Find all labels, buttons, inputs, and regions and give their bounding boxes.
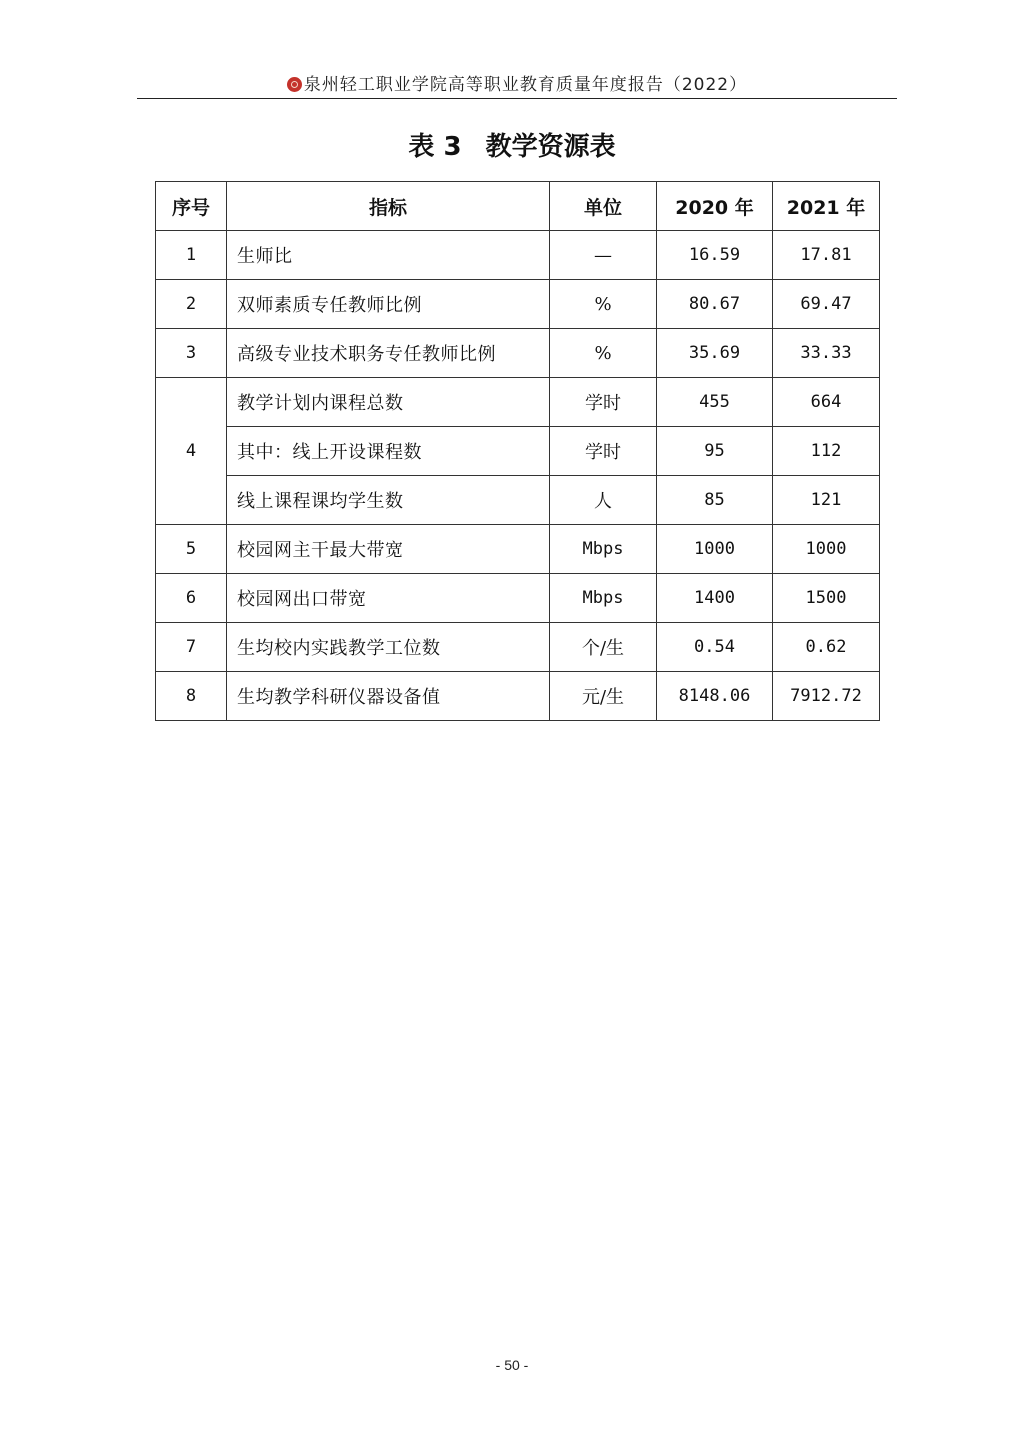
header-unit: 单位 xyxy=(550,182,657,231)
row-2021-value: 664 xyxy=(773,378,880,427)
school-logo-icon xyxy=(287,77,302,92)
row-2021-value: 1500 xyxy=(773,574,880,623)
table-title-number: 表 3 xyxy=(408,132,462,162)
row-2021-value: 7912.72 xyxy=(773,672,880,721)
table-row xyxy=(156,231,880,280)
row-2020-value: 1400 xyxy=(657,574,773,623)
table-row xyxy=(156,476,880,525)
header-divider xyxy=(137,98,897,99)
header-text: 泉州轻工职业学院高等职业教育质量年度报告（2022） xyxy=(303,75,748,95)
row-2020-value: 455 xyxy=(657,378,773,427)
page-number: - 50 - xyxy=(495,1357,529,1373)
row-2020-value: 95 xyxy=(657,427,773,476)
row-2021-value: 69.47 xyxy=(773,280,880,329)
row-seq: 4 xyxy=(156,378,227,525)
table-title-text: 教学资源表 xyxy=(485,132,616,162)
row-unit: 学时 xyxy=(550,427,657,476)
table-title xyxy=(0,127,1024,167)
header-seq: 序号 xyxy=(156,182,227,231)
row-seq: 8 xyxy=(156,672,227,721)
page-header xyxy=(137,72,897,98)
row-unit: 学时 xyxy=(550,378,657,427)
row-indicator: 线上课程课均学生数 xyxy=(227,476,550,525)
header-2020: 2020 年 xyxy=(657,182,773,231)
row-seq: 5 xyxy=(156,525,227,574)
row-seq: 3 xyxy=(156,329,227,378)
row-2021-value: 121 xyxy=(773,476,880,525)
row-seq: 2 xyxy=(156,280,227,329)
row-2021-value: 112 xyxy=(773,427,880,476)
row-2020-value: 1000 xyxy=(657,525,773,574)
table-row xyxy=(156,574,880,623)
row-2021-value: 0.62 xyxy=(773,623,880,672)
row-2020-value: 0.54 xyxy=(657,623,773,672)
row-unit: Mbps xyxy=(550,525,657,574)
row-2021-value: 1000 xyxy=(773,525,880,574)
row-unit: — xyxy=(550,231,657,280)
table-header-row xyxy=(156,182,880,231)
row-2020-value: 85 xyxy=(657,476,773,525)
row-seq: 1 xyxy=(156,231,227,280)
row-indicator: 校园网主干最大带宽 xyxy=(227,525,550,574)
row-unit: Mbps xyxy=(550,574,657,623)
row-indicator: 高级专业技术职务专任教师比例 xyxy=(227,329,550,378)
row-unit: 个/生 xyxy=(550,623,657,672)
table-row xyxy=(156,427,880,476)
row-2020-value: 16.59 xyxy=(657,231,773,280)
table-row xyxy=(156,525,880,574)
row-2020-value: 35.69 xyxy=(657,329,773,378)
table-row xyxy=(156,672,880,721)
row-unit: % xyxy=(550,280,657,329)
header-indicator: 指标 xyxy=(227,182,550,231)
row-unit: % xyxy=(550,329,657,378)
row-seq: 6 xyxy=(156,574,227,623)
table-row xyxy=(156,623,880,672)
row-unit: 元/生 xyxy=(550,672,657,721)
table-row xyxy=(156,329,880,378)
row-indicator: 生均校内实践教学工位数 xyxy=(227,623,550,672)
row-seq: 7 xyxy=(156,623,227,672)
row-2021-value: 33.33 xyxy=(773,329,880,378)
table-row xyxy=(156,280,880,329)
row-2020-value: 8148.06 xyxy=(657,672,773,721)
row-2021-value: 17.81 xyxy=(773,231,880,280)
row-indicator: 生师比 xyxy=(227,231,550,280)
row-indicator: 其中：线上开设课程数 xyxy=(227,427,550,476)
header-2021: 2021 年 xyxy=(773,182,880,231)
table-row xyxy=(156,378,880,427)
row-indicator: 教学计划内课程总数 xyxy=(227,378,550,427)
row-unit: 人 xyxy=(550,476,657,525)
row-indicator: 双师素质专任教师比例 xyxy=(227,280,550,329)
row-indicator: 校园网出口带宽 xyxy=(227,574,550,623)
row-indicator: 生均教学科研仪器设备值 xyxy=(227,672,550,721)
teaching-resources-table xyxy=(155,181,880,721)
row-2020-value: 80.67 xyxy=(657,280,773,329)
